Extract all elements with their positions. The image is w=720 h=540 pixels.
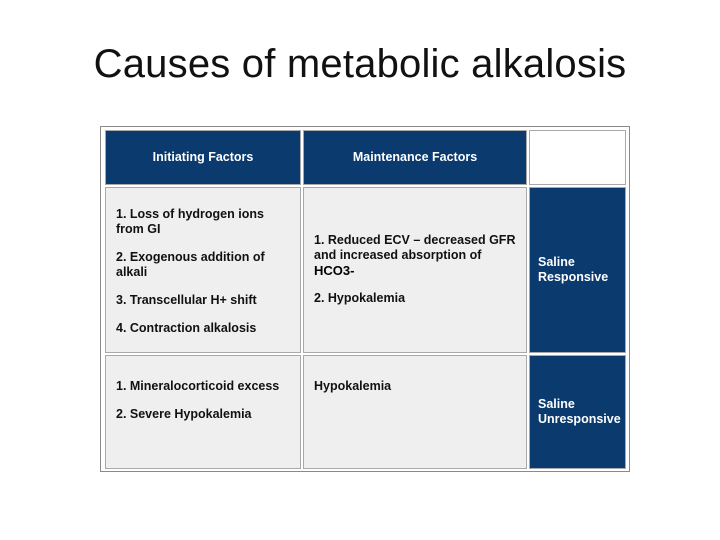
list-item: 4. Contraction alkalosis <box>116 321 257 335</box>
list-item: 2. Hypokalemia <box>314 291 406 305</box>
list-item: 1. Loss of hydrogen ions from GI <box>116 207 264 236</box>
list-item: 1. Mineralocorticoid excess <box>116 379 280 393</box>
list-item: Hypokalemia <box>314 379 392 393</box>
header-maintenance-factors: Maintenance Factors <box>303 130 527 185</box>
list-item: 1. Reduced ECV – decreased GFR and increased absorption of <box>314 233 516 262</box>
row1-maintenance-cell <box>303 187 527 353</box>
side-label-line: Saline <box>538 397 575 411</box>
list-item: 2. Exogenous addition of alkali <box>116 250 265 279</box>
side-label-line: Responsive <box>538 270 609 284</box>
header-initiating-factors: Initiating Factors <box>105 130 301 185</box>
slide-title: Causes of metabolic alkalosis <box>93 42 627 86</box>
row2-maintenance-cell <box>303 355 527 469</box>
saline-unresponsive-label <box>529 355 626 469</box>
list-item: 3. Transcellular H+ shift <box>116 293 257 307</box>
header-empty-cell <box>529 130 626 185</box>
saline-responsive-label <box>529 187 626 353</box>
row1-initiating-cell <box>105 187 301 353</box>
list-item: HCO3- <box>314 263 355 278</box>
side-label-line: Saline <box>538 255 575 269</box>
side-label-line: Unresponsive <box>538 412 621 426</box>
alkalosis-table <box>100 126 630 472</box>
row2-initiating-cell <box>105 355 301 469</box>
list-item: 2. Severe Hypokalemia <box>116 407 252 421</box>
